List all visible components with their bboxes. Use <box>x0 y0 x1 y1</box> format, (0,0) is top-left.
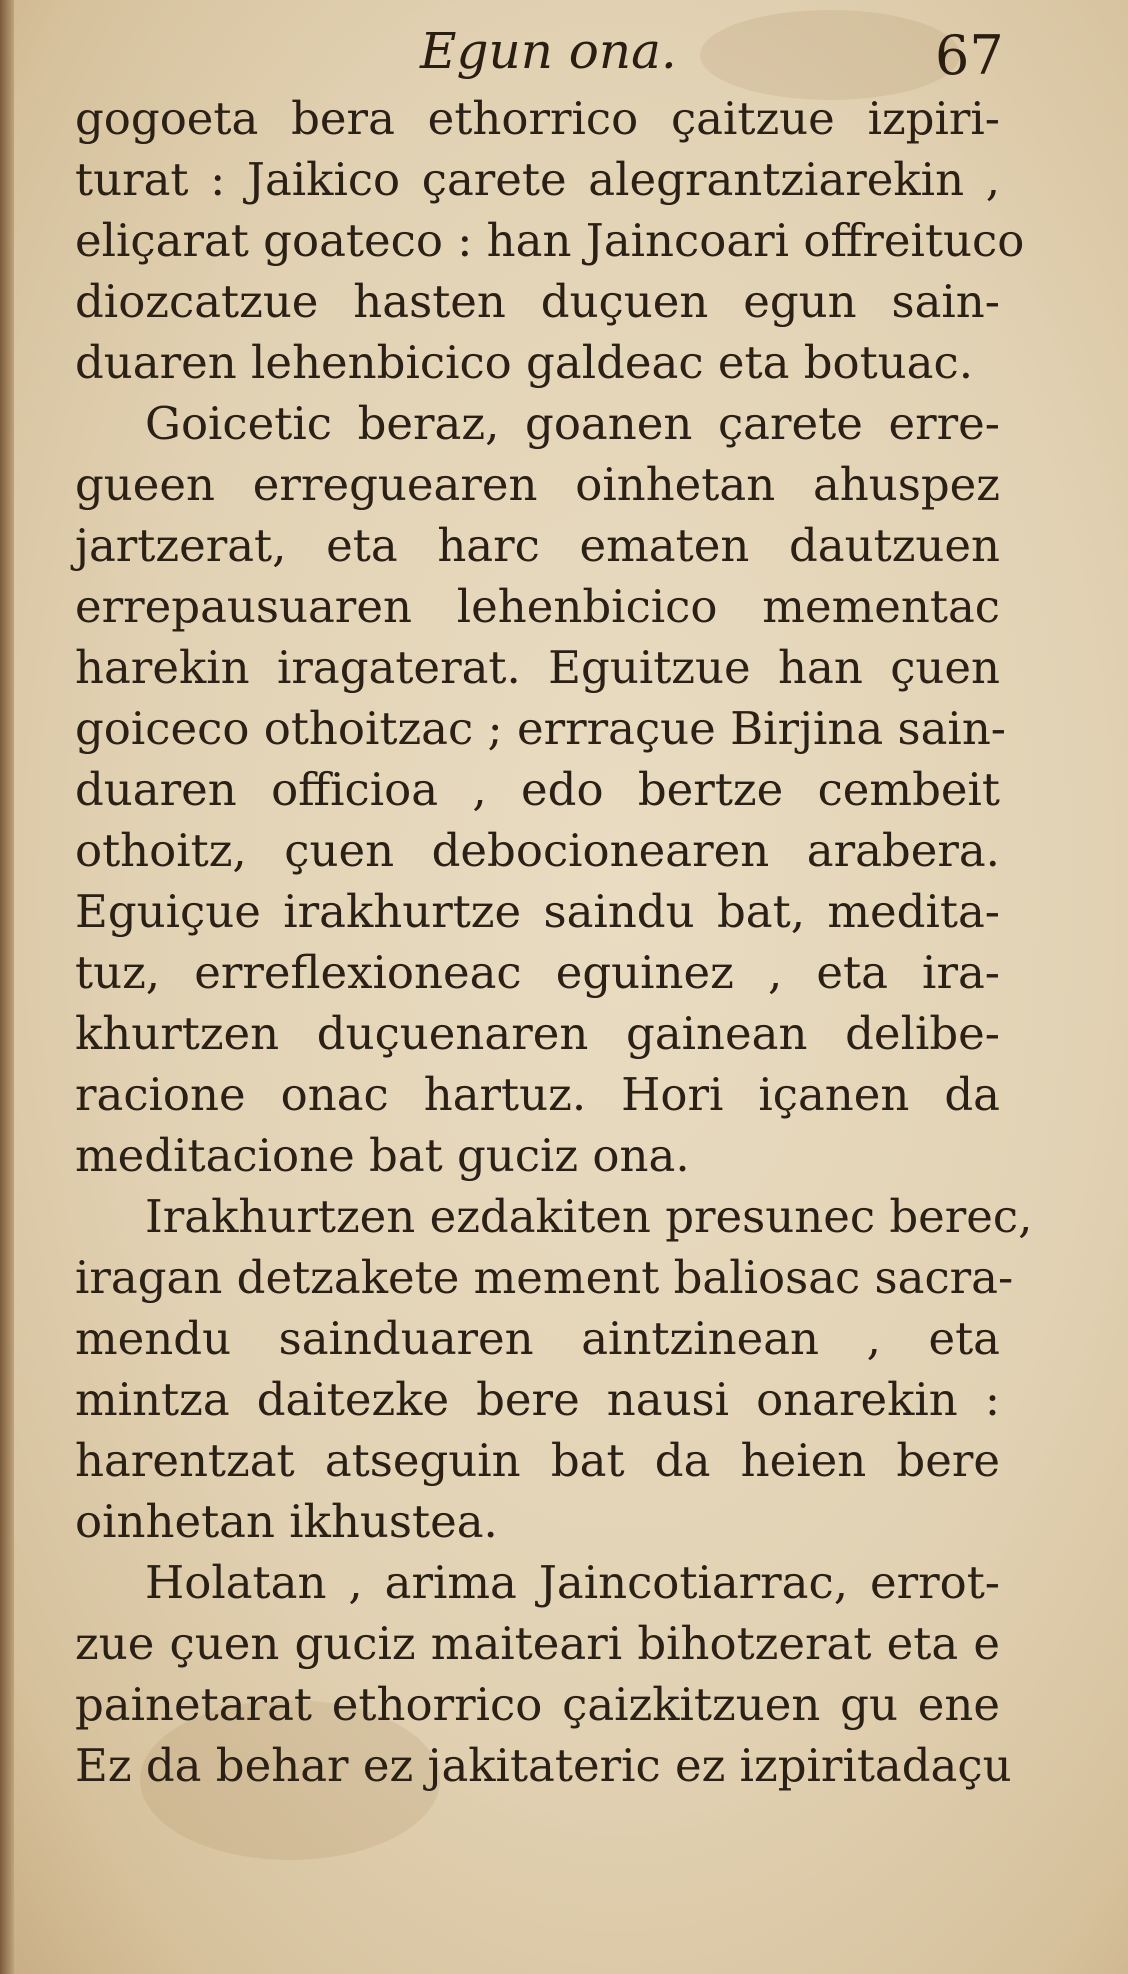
text-line: mintza daitezke bere nausi onarekin : <box>75 1373 1000 1426</box>
text-line: othoitz, çuen debocionearen arabera. <box>75 824 1000 877</box>
text-line: oinhetan ikhustea. <box>75 1495 498 1548</box>
text-line: errepausuaren lehenbicico mementac <box>75 580 1000 633</box>
text-line: Eguiçue irakhurtze saindu bat, medita- <box>75 885 1000 938</box>
running-title: Egun ona. <box>420 22 677 80</box>
page-header <box>0 18 1128 88</box>
text-line: Holatan , arima Jaincotiarrac, errot- <box>145 1556 1000 1609</box>
text-line: painetarat ethorrico çaizkitzuen gu ene <box>75 1678 1000 1731</box>
text-line: gueen erreguearen oinhetan ahuspez <box>75 458 1000 511</box>
text-line: jartzerat, eta harc ematen dautzuen <box>75 519 1000 572</box>
page-binding-edge <box>0 0 14 1974</box>
text-line: gogoeta bera ethorrico çaitzue izpiri- <box>75 92 1000 145</box>
text-line: duaren lehenbicico galdeac eta botuac. <box>75 336 974 389</box>
page-number: 67 <box>935 24 1004 87</box>
body-text <box>75 88 1033 1796</box>
text-line: racione onac hartuz. Hori içanen da <box>75 1068 1000 1121</box>
text-line: meditacione bat guciz ona. <box>75 1129 690 1182</box>
text-line: Irakhurtzen ezdakiten presunec berec, <box>145 1190 1033 1243</box>
text-line: Ez da behar ez jakitateric ez izpiritadaçu <box>75 1739 1012 1792</box>
text-line: diozcatzue hasten duçuen egun sain- <box>75 275 1000 328</box>
text-line: eliçarat goateco : han Jaincoari offreituco <box>75 214 1025 267</box>
text-line: duaren officioa , edo bertze cembeit <box>75 763 1000 816</box>
text-line: tuz, erreflexioneac eguinez , eta ira- <box>75 946 1000 999</box>
text-line: harekin iragaterat. Eguitzue han çuen <box>75 641 1000 694</box>
text-line: goiceco othoitzac ; errraçue Birjina sain- <box>75 702 1007 755</box>
text-line: zue çuen guciz maiteari bihotzerat eta e <box>75 1617 1000 1670</box>
text-line: khurtzen duçuenaren gainean delibe- <box>75 1007 1000 1060</box>
text-line: iragan detzakete mement baliosac sacra- <box>75 1251 1014 1304</box>
text-line: turat : Jaikico çarete alegrantziarekin , <box>75 153 1000 206</box>
text-line: harentzat atseguin bat da heien bere <box>75 1434 1000 1487</box>
text-line: Goicetic beraz, goanen çarete erre- <box>145 397 1000 450</box>
text-line: mendu sainduaren aintzinean , eta <box>75 1312 1000 1365</box>
